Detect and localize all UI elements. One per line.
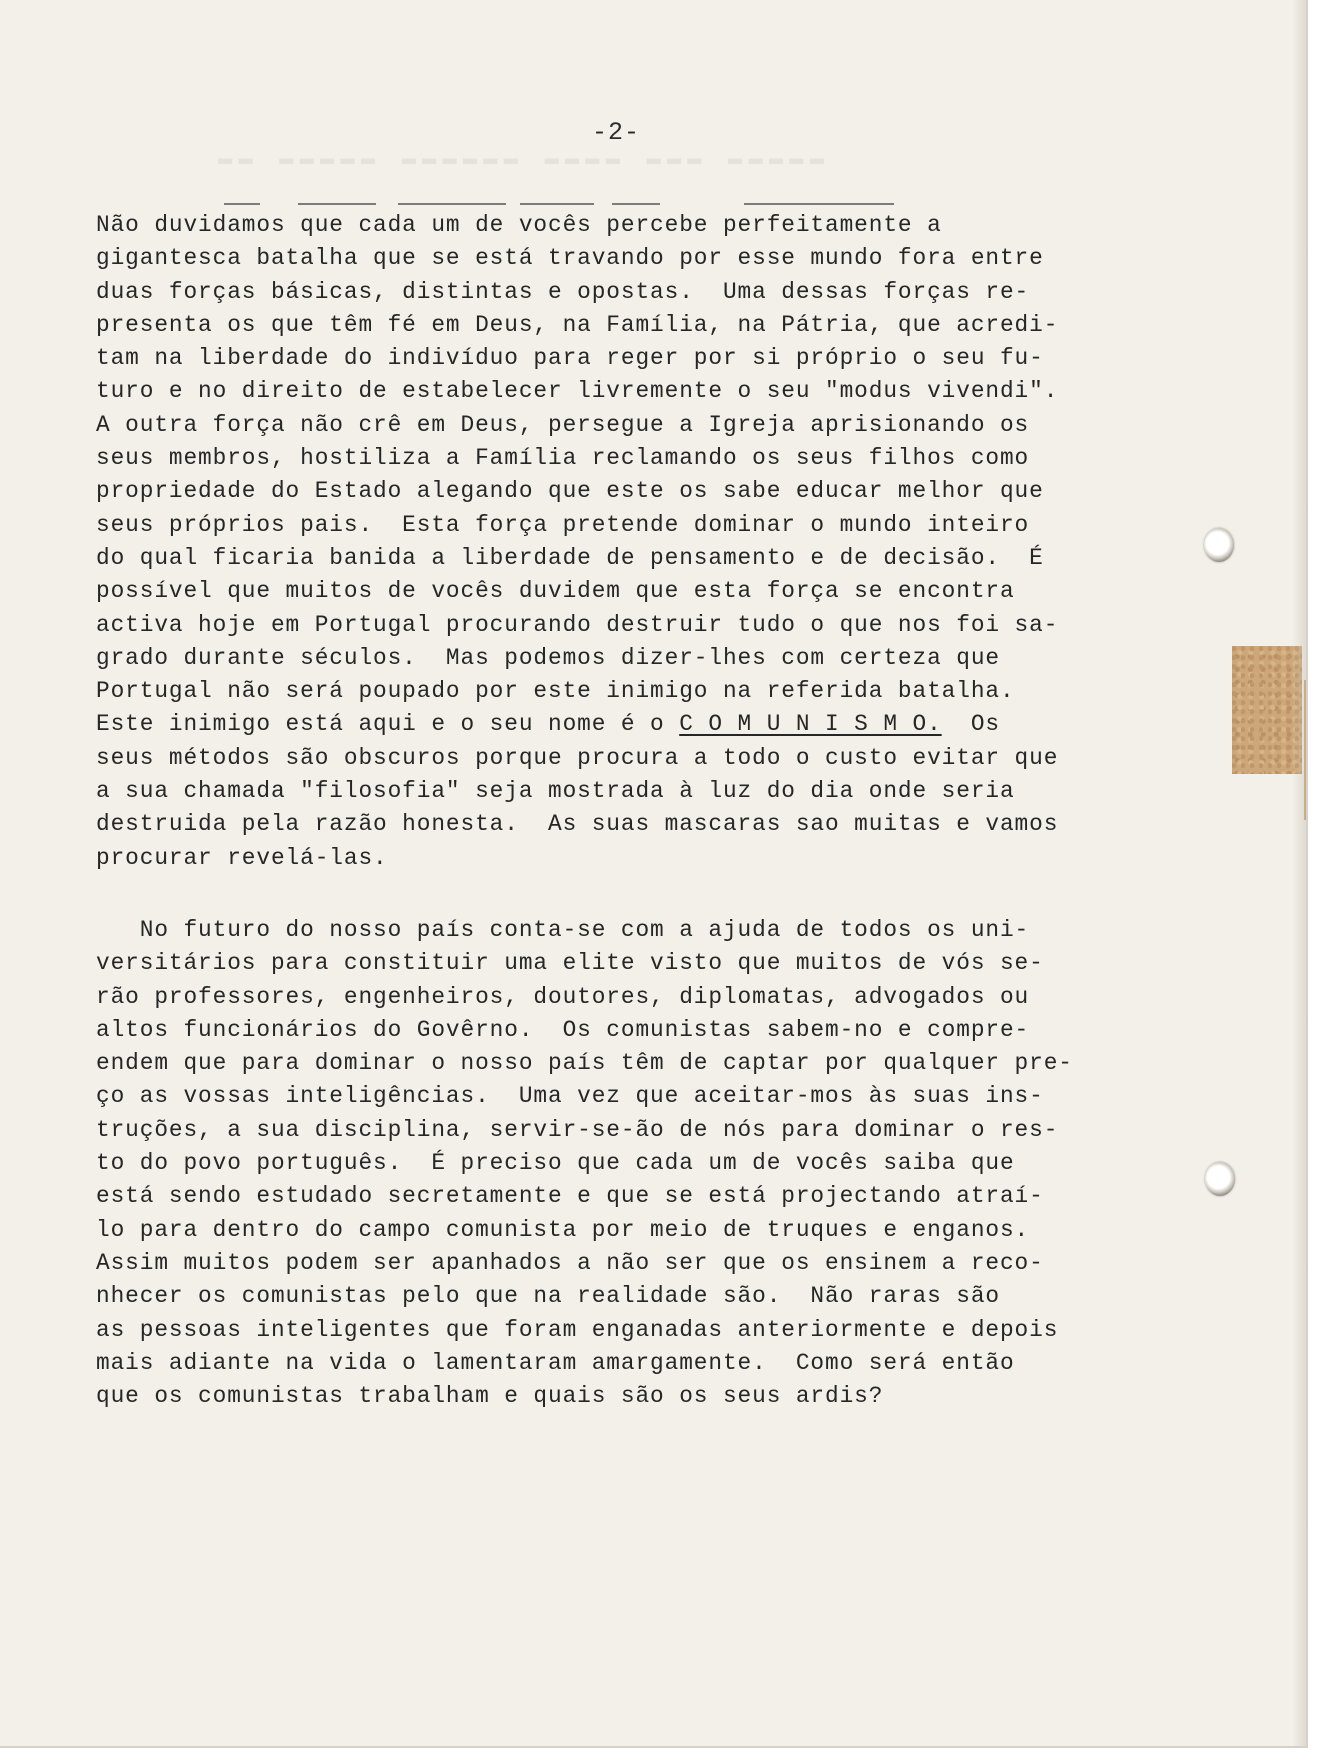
show-through-text: ▬▬ ▬▬▬▬▬ ▬▬▬▬▬▬ ▬▬▬▬ ▬▬▬ ▬▬▬▬▬ [218, 146, 831, 173]
text-line: duas forças básicas, distintas e opostas. Uma dessas forças re- [96, 278, 1030, 305]
text-line: seus membros, hostiliza a Família reclamando os seus filhos como [96, 445, 1030, 472]
text-line: presenta os que têm fé em Deus, na Família, na Pátria, que acredi- [96, 311, 1059, 338]
text-line: seus próprios pais. Esta força pretende dominar o mundo inteiro [96, 511, 1030, 538]
text-line: propriedade do Estado alegando que este os sabe educar melhor que [96, 478, 1044, 505]
text-line: Não duvidamos que cada um de vocês percebe perfeitamente a [96, 212, 942, 238]
text-line: rão professores, engenheiros, doutores, diplomatas, advogados ou [96, 983, 1030, 1010]
text-line-end: Os [941, 711, 1000, 738]
text-line: a sua chamada "filosofia" seja mostrada à luz do dia onde seria [96, 778, 1015, 805]
text-line: truções, a sua disciplina, servir-se-ão de nós para dominar o res- [96, 1116, 1059, 1143]
punch-hole-bottom [1205, 1162, 1235, 1196]
text-line: ço as vossas inteligências. Uma vez que aceitar-mos às suas ins- [96, 1083, 1044, 1110]
text-line-start: Este inimigo está aqui e o seu nome é o [96, 711, 680, 738]
text-line: destruida pela razão honesta. As suas mascaras sao muitas e vamos [96, 811, 1059, 838]
text-line: altos funcionários do Govêrno. Os comunistas sabem-no e compre- [96, 1016, 1030, 1043]
text-line: seus métodos são obscuros porque procura a todo o custo evitar que [96, 744, 1059, 771]
text-line: versitários para constituir uma elite visto que muitos de vós se- [96, 950, 1044, 977]
text-line: turo e no direito de estabelecer livremente o seu "modus vivendi". [96, 378, 1059, 405]
spaced-word: C O M U N I S M O. [679, 711, 942, 738]
text-line: que os comunistas trabalham e quais são os seus ardis? [96, 1383, 884, 1410]
text-line: procurar revelá-las. [96, 844, 388, 871]
punch-hole-top [1204, 528, 1234, 562]
text-line: gigantesca batalha que se está travando por esse mundo fora entre [96, 245, 1044, 272]
adhesive-tape-stain [1232, 646, 1302, 774]
text-line: activa hoje em Portugal procurando destruir tudo o que nos foi sa- [96, 611, 1059, 638]
separator-rule [0, 201, 1306, 207]
text-line: lo para dentro do campo comunista por meio de truques e enganos. [96, 1216, 1030, 1243]
text-line: as pessoas inteligentes que foram enganadas anteriormente e depois [96, 1316, 1059, 1343]
text-line: possível que muitos de vocês duvidem que esta força se encontra [96, 578, 1015, 605]
text-line: A outra força não crê em Deus, persegue a Igreja aprisionando os [96, 411, 1030, 438]
text-line: grado durante séculos. Mas podemos dizer-lhes com certeza que [96, 644, 1000, 671]
text-line-communism [96, 708, 1246, 741]
text-line: está sendo estudado secretamente e que se está projectando atraí- [96, 1183, 1044, 1210]
text-line: nhecer os comunistas pelo que na realidade são. Não raras são [96, 1283, 1000, 1310]
paragraph-2 [96, 914, 1246, 1413]
text-line: Assim muitos podem ser apanhados a não ser que os ensinem a reco- [96, 1249, 1044, 1276]
text-line: endem que para dominar o nosso país têm de captar por qualquer pre- [96, 1050, 1073, 1077]
tape-edge-stain [1304, 680, 1308, 820]
text-line: tam na liberdade do indivíduo para reger por si próprio o seu fu- [96, 345, 1044, 372]
text-line: No futuro do nosso país conta-se com a ajuda de todos os uni- [96, 917, 1030, 943]
text-line: mais adiante na vida o lamentaram amargamente. Como será então [96, 1349, 1015, 1376]
text-line: do qual ficaria banida a liberdade de pensamento e de decisão. É [96, 544, 1044, 571]
page-number: -2- [592, 118, 641, 147]
text-line: to do povo português. É preciso que cada um de vocês saiba que [96, 1150, 1015, 1177]
paragraph-1 [96, 209, 1246, 875]
text-line: Portugal não será poupado por este inimigo na referida batalha. [96, 678, 1015, 705]
